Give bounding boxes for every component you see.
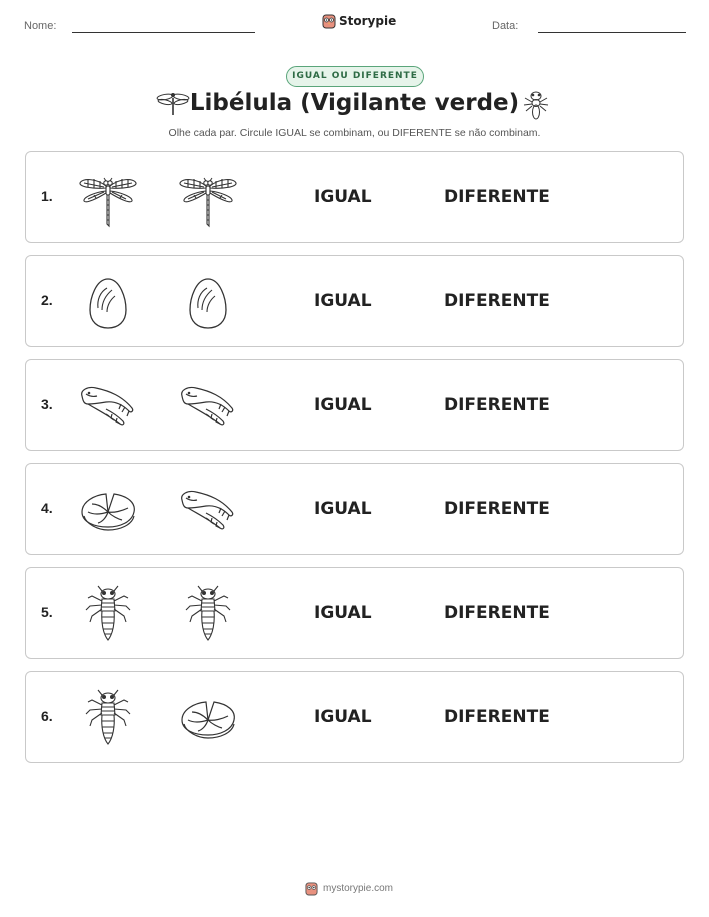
jaw-icon (76, 374, 140, 438)
larva-icon (522, 90, 550, 120)
option-different[interactable]: DIFERENTE (444, 291, 550, 311)
worksheet-type-badge: IGUAL OU DIFERENTE (286, 66, 424, 87)
exercise-row (25, 567, 684, 659)
option-different[interactable]: DIFERENTE (444, 395, 550, 415)
option-different[interactable]: DIFERENTE (444, 707, 550, 727)
option-different[interactable]: DIFERENTE (444, 187, 550, 207)
name-label: Nome: (24, 20, 57, 32)
dragonfly-icon (76, 166, 140, 230)
date-label: Data: (492, 20, 519, 32)
exercise-row (25, 463, 684, 555)
dragonfly-icon (176, 166, 240, 230)
exercise-number: 1. (41, 188, 53, 204)
larva-icon (76, 582, 140, 646)
egg-icon (176, 270, 240, 334)
lily-pad-icon (76, 478, 140, 542)
exercise-row (25, 359, 684, 451)
footer-url[interactable]: mystorypie.com (323, 883, 394, 894)
option-same[interactable]: IGUAL (314, 707, 372, 727)
exercise-row (25, 255, 684, 347)
option-same[interactable]: IGUAL (314, 499, 372, 519)
brand-name: Storypie (339, 14, 397, 28)
storypie-logo-icon (305, 881, 318, 896)
egg-icon (76, 270, 140, 334)
exercise-number: 2. (41, 292, 53, 308)
jaw-icon (176, 478, 240, 542)
option-same[interactable]: IGUAL (314, 395, 372, 415)
exercise-number: 5. (41, 604, 53, 620)
storypie-logo-icon (322, 13, 336, 29)
jaw-icon (176, 374, 240, 438)
exercise-row (25, 671, 684, 763)
exercise-number: 3. (41, 396, 53, 412)
option-different[interactable]: DIFERENTE (444, 603, 550, 623)
option-different[interactable]: DIFERENTE (444, 499, 550, 519)
exercise-number: 4. (41, 500, 53, 516)
larva-icon (176, 582, 240, 646)
instructions: Olhe cada par. Circule IGUAL se combinam, ou DIFERENTE se não combinam. (168, 127, 541, 139)
exercise-number: 6. (41, 708, 53, 724)
option-same[interactable]: IGUAL (314, 291, 372, 311)
lily-pad-icon (176, 686, 240, 750)
date-field[interactable] (538, 32, 686, 33)
name-field[interactable] (72, 32, 255, 33)
brand (322, 13, 396, 29)
worksheet-title: Libélula (Vigilante verde) (189, 90, 520, 116)
larva-icon (76, 686, 140, 750)
footer (305, 881, 393, 896)
option-same[interactable]: IGUAL (314, 187, 372, 207)
option-same[interactable]: IGUAL (314, 603, 372, 623)
exercise-row (25, 151, 684, 243)
